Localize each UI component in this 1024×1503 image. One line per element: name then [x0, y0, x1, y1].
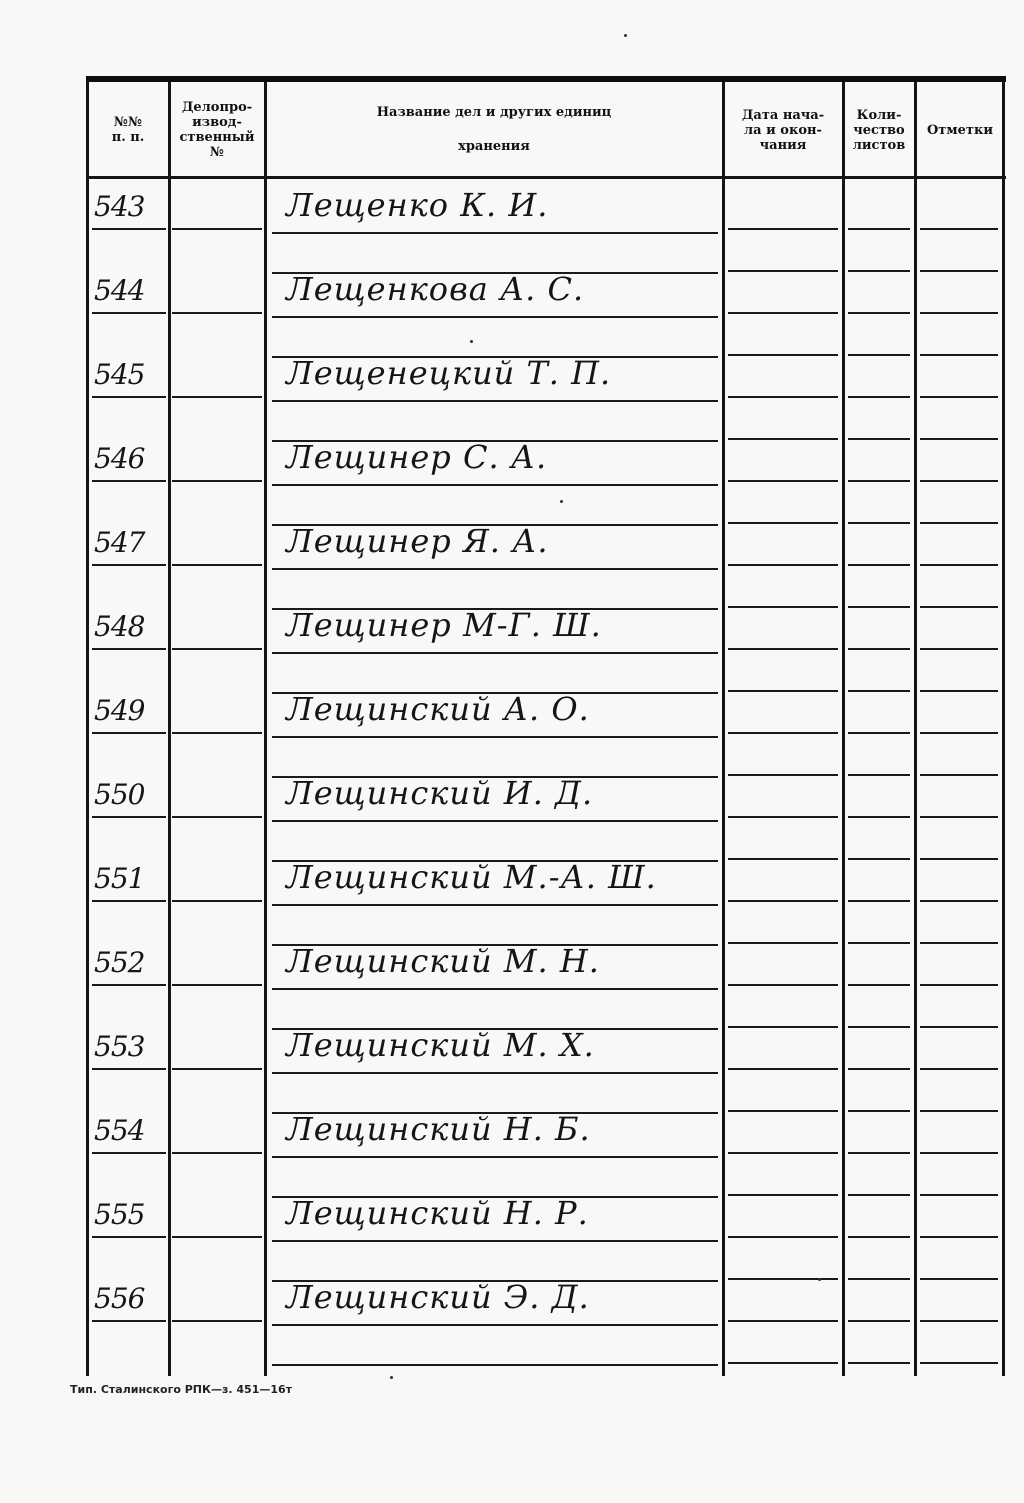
row-rule [848, 522, 910, 524]
row-rule [848, 312, 910, 314]
row-rule [848, 270, 910, 272]
row-rule [272, 232, 718, 234]
row-rule [848, 984, 910, 986]
row-rule [848, 732, 910, 734]
row-number: 548 [94, 610, 145, 643]
row-rule [92, 564, 166, 566]
row-rule [172, 984, 262, 986]
row-rule [920, 858, 998, 860]
row-rule [172, 816, 262, 818]
row-rule [848, 858, 910, 860]
row-rule [920, 1278, 998, 1280]
scan-speck [818, 1278, 821, 1281]
row-rule [92, 480, 166, 482]
row-rule [848, 1152, 910, 1154]
row-rule [272, 400, 718, 402]
row-rule [848, 1068, 910, 1070]
row-rule [728, 270, 838, 272]
row-rule [728, 228, 838, 230]
row-rule [848, 1026, 910, 1028]
row-rule [728, 900, 838, 902]
row-rule [92, 984, 166, 986]
row-rule [920, 1068, 998, 1070]
row-rule [728, 1194, 838, 1196]
row-rule [728, 522, 838, 524]
row-rule [172, 1236, 262, 1238]
column-divider [914, 82, 917, 1376]
row-number: 544 [94, 274, 145, 307]
row-rule [272, 484, 718, 486]
row-rule [848, 606, 910, 608]
row-rule [920, 816, 998, 818]
row-rule [92, 396, 166, 398]
row-rule [848, 1278, 910, 1280]
printer-imprint: Тип. Сталинского РПК—з. 451—16т [70, 1383, 293, 1396]
table-right-border [1002, 82, 1005, 1376]
row-rule [728, 774, 838, 776]
row-number: 556 [94, 1282, 145, 1315]
row-rule [848, 396, 910, 398]
row-rule [728, 1236, 838, 1238]
row-rule [272, 1156, 718, 1158]
row-rule [728, 1362, 838, 1364]
row-rule [920, 396, 998, 398]
row-rule [272, 820, 718, 822]
row-rule [272, 1072, 718, 1074]
row-rule [92, 648, 166, 650]
row-number: 549 [94, 694, 145, 727]
row-rule [728, 1320, 838, 1322]
row-rule [848, 438, 910, 440]
header-col-number: №№ п. п. [111, 115, 145, 145]
row-rule [92, 1320, 166, 1322]
row-rule [272, 652, 718, 654]
column-divider [842, 82, 845, 1376]
row-rule [272, 1240, 718, 1242]
row-rule [728, 648, 838, 650]
row-number: 551 [94, 862, 145, 895]
column-divider [264, 82, 267, 1376]
row-rule [848, 228, 910, 230]
row-rule [848, 900, 910, 902]
row-rule [920, 438, 998, 440]
row-rule [848, 816, 910, 818]
row-rule [848, 690, 910, 692]
row-rule [728, 564, 838, 566]
header-col-notes: Отметки [926, 122, 994, 138]
row-rule [920, 1194, 998, 1196]
row-rule [920, 984, 998, 986]
row-rule [920, 774, 998, 776]
row-number: 550 [94, 778, 145, 811]
row-rule [848, 480, 910, 482]
row-rule [920, 1236, 998, 1238]
row-rule [272, 316, 718, 318]
row-rule [92, 732, 166, 734]
row-name: Лещинский И. Д. [286, 774, 594, 812]
row-rule [848, 354, 910, 356]
row-rule [92, 228, 166, 230]
row-rule [172, 312, 262, 314]
header-col-sheets: Коли- чество листов [852, 107, 906, 153]
row-rule [920, 1320, 998, 1322]
row-rule [172, 480, 262, 482]
row-rule [848, 1320, 910, 1322]
row-rule [92, 1152, 166, 1154]
table-top-rule [86, 76, 1006, 82]
row-rule [920, 522, 998, 524]
row-rule [92, 312, 166, 314]
row-name: Лещинский М.-А. Ш. [286, 858, 657, 896]
scan-speck [390, 1376, 393, 1379]
row-rule [848, 648, 910, 650]
row-rule [920, 354, 998, 356]
row-rule [920, 480, 998, 482]
column-divider [722, 82, 725, 1376]
row-rule [848, 1110, 910, 1112]
row-rule [728, 984, 838, 986]
row-rule [920, 606, 998, 608]
row-rule [272, 1364, 718, 1366]
header-col-title: Название дел и других единиц хранения [376, 105, 612, 154]
row-rule [728, 942, 838, 944]
row-rule [172, 900, 262, 902]
row-rule [920, 1026, 998, 1028]
row-rule [272, 568, 718, 570]
row-rule [920, 942, 998, 944]
row-number: 554 [94, 1114, 145, 1147]
row-rule [728, 396, 838, 398]
row-rule [728, 312, 838, 314]
row-rule [272, 904, 718, 906]
row-rule [920, 732, 998, 734]
table-left-border [86, 82, 89, 1376]
row-number: 546 [94, 442, 145, 475]
row-rule [848, 942, 910, 944]
row-rule [920, 312, 998, 314]
row-name: Лещинский Э. Д. [286, 1278, 590, 1316]
row-name: Лещинский А. О. [286, 690, 590, 728]
row-name: Лещенецкий Т. П. [286, 354, 612, 392]
row-rule [172, 732, 262, 734]
row-rule [728, 1110, 838, 1112]
row-rule [172, 1068, 262, 1070]
row-rule [728, 690, 838, 692]
row-rule [848, 774, 910, 776]
row-rule [728, 1068, 838, 1070]
row-number: 547 [94, 526, 145, 559]
row-rule [172, 648, 262, 650]
row-rule [920, 648, 998, 650]
row-rule [172, 1320, 262, 1322]
row-rule [920, 564, 998, 566]
header-col-dates: Дата нача- ла и окон- чания [741, 107, 825, 153]
row-rule [848, 1362, 910, 1364]
row-rule [920, 228, 998, 230]
row-name: Лещинер С. А. [286, 438, 548, 476]
row-rule [848, 1236, 910, 1238]
row-rule [920, 690, 998, 692]
row-number: 552 [94, 946, 145, 979]
row-rule [920, 900, 998, 902]
row-rule [920, 1152, 998, 1154]
row-name: Лещинский Н. Б. [286, 1110, 591, 1148]
row-rule [728, 438, 838, 440]
header-col-office-number: Делопро- извод- ственный № [179, 100, 255, 160]
row-rule [92, 816, 166, 818]
row-rule [848, 1194, 910, 1196]
row-rule [728, 606, 838, 608]
row-rule [848, 564, 910, 566]
scan-speck [560, 500, 563, 503]
row-rule [728, 858, 838, 860]
row-rule [172, 564, 262, 566]
row-name: Лещинер М-Г. Ш. [286, 606, 602, 644]
row-name: Лещенкова А. С. [286, 270, 585, 308]
row-number: 553 [94, 1030, 145, 1063]
row-name: Лещинский М. Х. [286, 1026, 595, 1064]
row-rule [92, 900, 166, 902]
row-rule [272, 1324, 718, 1326]
row-rule [172, 396, 262, 398]
row-rule [728, 1278, 838, 1280]
row-rule [728, 354, 838, 356]
row-number: 545 [94, 358, 145, 391]
row-rule [728, 816, 838, 818]
row-rule [92, 1236, 166, 1238]
scan-speck [624, 34, 627, 37]
row-rule [920, 1362, 998, 1364]
row-name: Лещенко К. И. [286, 186, 549, 224]
row-number: 555 [94, 1198, 145, 1231]
row-rule [272, 988, 718, 990]
row-rule [272, 736, 718, 738]
row-rule [92, 1068, 166, 1070]
header-bottom-rule [86, 176, 1006, 179]
column-divider [168, 82, 171, 1376]
row-number: 543 [94, 190, 145, 223]
row-name: Лещинский Н. Р. [286, 1194, 589, 1232]
row-rule [920, 1110, 998, 1112]
row-rule [728, 732, 838, 734]
row-name: Лещинер Я. А. [286, 522, 549, 560]
row-rule [728, 480, 838, 482]
register-table [86, 76, 1006, 1376]
row-rule [728, 1026, 838, 1028]
row-rule [172, 1152, 262, 1154]
row-name: Лещинский М. Н. [286, 942, 600, 980]
row-rule [728, 1152, 838, 1154]
row-rule [920, 270, 998, 272]
row-rule [172, 228, 262, 230]
scan-speck [470, 340, 473, 343]
